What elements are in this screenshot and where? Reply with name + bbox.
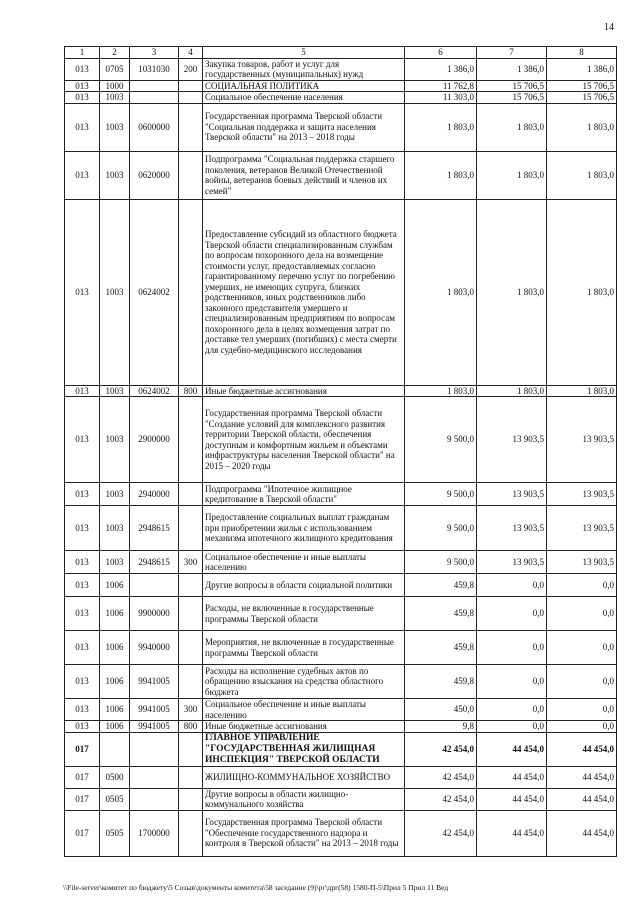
target-article-cell: 2940000	[130, 483, 179, 506]
amount-2016-cell: 15 706,5	[477, 92, 547, 104]
amount-2017-cell: 13 903,5	[547, 506, 617, 551]
target-article-cell: 9941005	[130, 699, 179, 721]
table-body	[65, 58, 617, 856]
amount-2017-cell: 1 803,0	[547, 385, 617, 397]
table-row	[65, 397, 617, 483]
amount-2017-cell: 1 803,0	[547, 199, 617, 385]
section-cell: 1003	[100, 199, 130, 385]
amount-2017-cell: 13 903,5	[547, 483, 617, 506]
expense-type-cell	[179, 103, 203, 151]
column-number: 3	[130, 47, 179, 59]
expense-type-cell: 300	[179, 699, 203, 721]
column-number: 5	[203, 47, 405, 59]
section-cell: 1006	[100, 597, 130, 631]
amount-2015-cell: 11 762,8	[405, 80, 477, 92]
section-cell: 1006	[100, 574, 130, 597]
amount-2015-cell: 9 500,0	[405, 506, 477, 551]
code-cell: 013	[65, 631, 100, 665]
expense-type-cell	[179, 574, 203, 597]
target-article-cell: 0624002	[130, 385, 179, 397]
amount-2015-cell: 450,0	[405, 699, 477, 721]
table-row	[65, 699, 617, 721]
section-cell: 1003	[100, 483, 130, 506]
name-cell: Государственная программа Тверской области "Создание условий для комплексного развития территории Тверской области, обеспечения доступным и комфортным жильем и объектами инфраструктуры населения Тверской области" на 2015 – 2020 годы	[203, 397, 405, 483]
amount-2015-cell: 9 500,0	[405, 397, 477, 483]
amount-2016-cell: 13 903,5	[477, 397, 547, 483]
table-row	[65, 788, 617, 810]
expense-type-cell	[179, 483, 203, 506]
section-cell: 1006	[100, 721, 130, 733]
expense-type-cell	[179, 766, 203, 788]
code-cell: 013	[65, 385, 100, 397]
column-number: 1	[65, 47, 100, 59]
page-number: 14	[604, 22, 614, 33]
target-article-cell: 9941005	[130, 721, 179, 733]
section-cell: 0500	[100, 766, 130, 788]
section-cell: 1003	[100, 151, 130, 199]
target-article-cell: 9940000	[130, 631, 179, 665]
amount-2017-cell: 15 706,5	[547, 92, 617, 104]
expense-type-cell	[179, 199, 203, 385]
target-article-cell	[130, 788, 179, 810]
name-cell: Государственная программа Тверской области "Социальная поддержка и защита населения Тверской области" на 2013 – 2018 годы	[203, 103, 405, 151]
target-article-cell: 2900000	[130, 397, 179, 483]
amount-2015-cell: 9 500,0	[405, 483, 477, 506]
table-row	[65, 551, 617, 574]
section-cell: 1003	[100, 92, 130, 104]
section-cell: 1006	[100, 665, 130, 699]
code-cell: 013	[65, 551, 100, 574]
amount-2015-cell: 42 454,0	[405, 810, 477, 856]
amount-2017-cell: 44 454,0	[547, 810, 617, 856]
target-article-cell: 0624002	[130, 199, 179, 385]
expense-type-cell	[179, 732, 203, 766]
name-cell: Подпрограмма "Ипотечное жилищное кредитование в Тверской области"	[203, 483, 405, 506]
table-row	[65, 80, 617, 92]
expense-type-cell	[179, 506, 203, 551]
target-article-cell: 1031030	[130, 58, 179, 80]
section-cell: 1006	[100, 699, 130, 721]
amount-2017-cell: 0,0	[547, 631, 617, 665]
name-cell: Другие вопросы в области социальной политики	[203, 574, 405, 597]
expense-type-cell	[179, 665, 203, 699]
table-row	[65, 92, 617, 104]
code-cell: 013	[65, 199, 100, 385]
amount-2017-cell: 1 803,0	[547, 103, 617, 151]
target-article-cell	[130, 732, 179, 766]
table-row	[65, 597, 617, 631]
table-row	[65, 199, 617, 385]
amount-2017-cell: 0,0	[547, 665, 617, 699]
amount-2016-cell: 0,0	[477, 699, 547, 721]
amount-2017-cell: 1 386,0	[547, 58, 617, 80]
name-cell: ЖИЛИЩНО-КОММУНАЛЬНОЕ ХОЗЯЙСТВО	[203, 766, 405, 788]
name-cell: Другие вопросы в области жилищно-коммунального хозяйства	[203, 788, 405, 810]
amount-2015-cell: 1 803,0	[405, 103, 477, 151]
table-row	[65, 721, 617, 733]
code-cell: 013	[65, 597, 100, 631]
target-article-cell: 0600000	[130, 103, 179, 151]
table-row	[65, 483, 617, 506]
code-cell: 013	[65, 397, 100, 483]
amount-2016-cell: 0,0	[477, 721, 547, 733]
table-row	[65, 631, 617, 665]
amount-2017-cell: 44 454,0	[547, 766, 617, 788]
amount-2016-cell: 1 803,0	[477, 151, 547, 199]
name-cell: ГЛАВНОЕ УПРАВЛЕНИЕ "ГОСУДАРСТВЕННАЯ ЖИЛИЩНАЯ ИНСПЕКЦИЯ" ТВЕРСКОЙ ОБЛАСТИ	[203, 732, 405, 766]
amount-2016-cell: 15 706,5	[477, 80, 547, 92]
section-cell: 1006	[100, 631, 130, 665]
amount-2015-cell: 42 454,0	[405, 766, 477, 788]
amount-2017-cell: 13 903,5	[547, 551, 617, 574]
code-cell: 013	[65, 80, 100, 92]
amount-2015-cell: 9 500,0	[405, 551, 477, 574]
name-cell: Государственная программа Тверской области "Обеспечение государственного надзора и контроля в Тверской области" на 2013 – 2018 годы	[203, 810, 405, 856]
amount-2015-cell: 11 303,0	[405, 92, 477, 104]
name-cell: Мероприятия, не включенные в государственные программы Тверской области	[203, 631, 405, 665]
target-article-cell	[130, 574, 179, 597]
expense-type-cell: 800	[179, 721, 203, 733]
amount-2017-cell: 0,0	[547, 721, 617, 733]
code-cell: 017	[65, 810, 100, 856]
amount-2016-cell: 44 454,0	[477, 788, 547, 810]
amount-2016-cell: 1 803,0	[477, 199, 547, 385]
section-cell: 0705	[100, 58, 130, 80]
amount-2016-cell: 0,0	[477, 631, 547, 665]
table-row	[65, 506, 617, 551]
column-number: 8	[547, 47, 617, 59]
section-cell	[100, 732, 130, 766]
expense-type-cell	[179, 92, 203, 104]
amount-2017-cell: 15 706,5	[547, 80, 617, 92]
amount-2016-cell: 44 454,0	[477, 766, 547, 788]
expense-type-cell	[179, 597, 203, 631]
section-cell: 0505	[100, 788, 130, 810]
amount-2015-cell: 459,8	[405, 631, 477, 665]
amount-2015-cell: 459,8	[405, 574, 477, 597]
code-cell: 013	[65, 721, 100, 733]
amount-2016-cell: 1 386,0	[477, 58, 547, 80]
table-row	[65, 732, 617, 766]
target-article-cell	[130, 766, 179, 788]
amount-2016-cell: 44 454,0	[477, 810, 547, 856]
amount-2017-cell: 1 803,0	[547, 151, 617, 199]
amount-2016-cell: 1 803,0	[477, 103, 547, 151]
code-cell: 013	[65, 151, 100, 199]
column-number: 2	[100, 47, 130, 59]
table-row	[65, 58, 617, 80]
amount-2017-cell: 0,0	[547, 699, 617, 721]
target-article-cell: 1700000	[130, 810, 179, 856]
target-article-cell: 2948615	[130, 506, 179, 551]
expense-type-cell	[179, 788, 203, 810]
target-article-cell: 0620000	[130, 151, 179, 199]
amount-2017-cell: 44 454,0	[547, 732, 617, 766]
amount-2017-cell: 0,0	[547, 597, 617, 631]
expense-type-cell	[179, 397, 203, 483]
amount-2016-cell: 1 803,0	[477, 385, 547, 397]
name-cell: Иные бюджетные ассигнования	[203, 721, 405, 733]
amount-2017-cell: 44 454,0	[547, 788, 617, 810]
name-cell: Иные бюджетные ассигнования	[203, 385, 405, 397]
name-cell: Подпрограмма "Социальная поддержка старшего поколения, ветеранов Великой Отечественной войны, ветеранов боевых действий и членов их семей"	[203, 151, 405, 199]
code-cell: 017	[65, 788, 100, 810]
name-cell: Предоставление субсидий из областного бюджета Тверской области специализированным службам по вопросам похоронного дела на возмещение стоимости услуг, предоставляемых согласно гарантированному перечню услуг по погребению умерших, не имеющих супруга, близких родственников, иных родственников либо законного представителя умершего и специализированным предприятиям по вопросам похоронного дела в целях возмещения затрат по доставке тел умерших (погибших) с места смерти для судебно-медицинского исследования	[203, 199, 405, 385]
target-article-cell	[130, 80, 179, 92]
name-cell: Социальное обеспечение и иные выплаты населению	[203, 699, 405, 721]
section-cell: 1003	[100, 103, 130, 151]
amount-2015-cell: 459,8	[405, 597, 477, 631]
section-cell: 1000	[100, 80, 130, 92]
section-cell: 1003	[100, 506, 130, 551]
code-cell: 013	[65, 92, 100, 104]
amount-2016-cell: 13 903,5	[477, 506, 547, 551]
amount-2015-cell: 1 803,0	[405, 199, 477, 385]
target-article-cell: 9900000	[130, 597, 179, 631]
code-cell: 013	[65, 506, 100, 551]
column-number: 7	[477, 47, 547, 59]
column-number: 6	[405, 47, 477, 59]
table-row	[65, 385, 617, 397]
table-row	[65, 665, 617, 699]
section-cell: 0505	[100, 810, 130, 856]
amount-2015-cell: 42 454,0	[405, 732, 477, 766]
section-cell: 1003	[100, 551, 130, 574]
code-cell: 017	[65, 732, 100, 766]
code-cell: 013	[65, 103, 100, 151]
expense-type-cell	[179, 80, 203, 92]
amount-2016-cell: 0,0	[477, 597, 547, 631]
budget-table	[64, 46, 617, 857]
target-article-cell: 9941005	[130, 665, 179, 699]
amount-2016-cell: 13 903,5	[477, 551, 547, 574]
table-row	[65, 574, 617, 597]
code-cell: 013	[65, 665, 100, 699]
target-article-cell	[130, 92, 179, 104]
table-row	[65, 103, 617, 151]
amount-2017-cell: 13 903,5	[547, 397, 617, 483]
table-row	[65, 151, 617, 199]
expense-type-cell	[179, 810, 203, 856]
amount-2015-cell: 459,8	[405, 665, 477, 699]
amount-2015-cell: 42 454,0	[405, 788, 477, 810]
expense-type-cell	[179, 151, 203, 199]
name-cell: Расходы на исполнение судебных актов по обращению взыскания на средства областного бюджета	[203, 665, 405, 699]
table-row	[65, 766, 617, 788]
amount-2017-cell: 0,0	[547, 574, 617, 597]
code-cell: 013	[65, 483, 100, 506]
table-row	[65, 810, 617, 856]
amount-2016-cell: 13 903,5	[477, 483, 547, 506]
target-article-cell: 2948615	[130, 551, 179, 574]
amount-2015-cell: 9,8	[405, 721, 477, 733]
code-cell: 017	[65, 766, 100, 788]
amount-2015-cell: 1 803,0	[405, 385, 477, 397]
name-cell: Расходы, не включенные в государственные программы Тверской области	[203, 597, 405, 631]
expense-type-cell: 800	[179, 385, 203, 397]
file-path-footer: \\File-server\комитет по бюджету\5 Созыв\документы комитета\58 заседание (9)\рг\дрг(58) 1580-П-5\Прил 5 Прил 11 Вед	[63, 883, 449, 892]
amount-2016-cell: 44 454,0	[477, 732, 547, 766]
name-cell: Социальное обеспечение населения	[203, 92, 405, 104]
name-cell: Закупка товаров, работ и услуг для государственных (муниципальных) нужд	[203, 58, 405, 80]
name-cell: СОЦИАЛЬНАЯ ПОЛИТИКА	[203, 80, 405, 92]
expense-type-cell: 300	[179, 551, 203, 574]
column-number: 4	[179, 47, 203, 59]
section-cell: 1003	[100, 397, 130, 483]
amount-2015-cell: 1 803,0	[405, 151, 477, 199]
code-cell: 013	[65, 574, 100, 597]
expense-type-cell	[179, 631, 203, 665]
section-cell: 1003	[100, 385, 130, 397]
name-cell: Предоставление социальных выплат гражданам при приобретении жилья с использованием механизма ипотечного жилищного кредитования	[203, 506, 405, 551]
name-cell: Социальное обеспечение и иные выплаты населению	[203, 551, 405, 574]
column-numbers-row	[65, 47, 617, 59]
code-cell: 013	[65, 699, 100, 721]
amount-2016-cell: 0,0	[477, 574, 547, 597]
expense-type-cell: 200	[179, 58, 203, 80]
amount-2015-cell: 1 386,0	[405, 58, 477, 80]
code-cell: 013	[65, 58, 100, 80]
amount-2016-cell: 0,0	[477, 665, 547, 699]
